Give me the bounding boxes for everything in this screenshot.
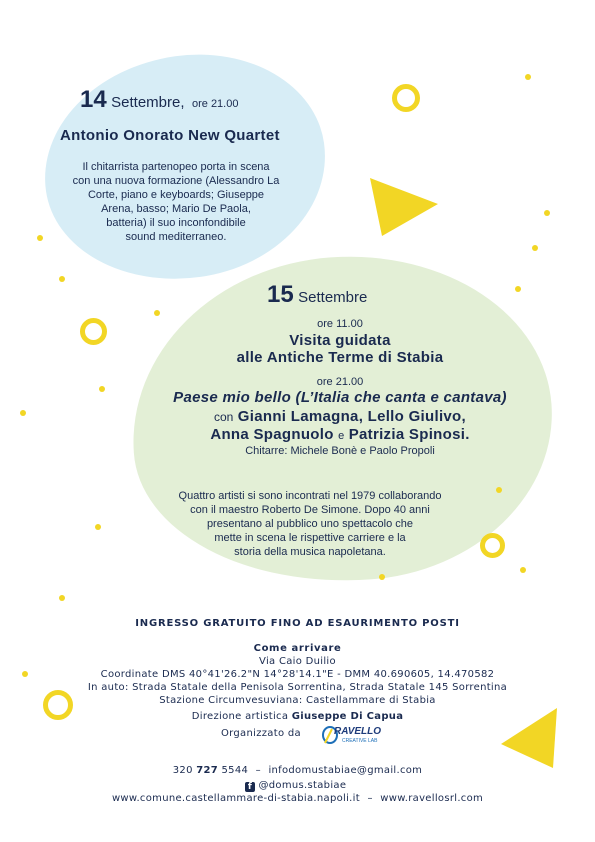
- event1-title: Antonio Onorato New Quartet: [60, 127, 280, 144]
- decorative-dot: [525, 74, 531, 80]
- event1-time: ore 21.00: [191, 98, 239, 110]
- visit-time: ore 11.00: [317, 318, 363, 330]
- decorative-dot: [532, 245, 538, 251]
- decorative-dot: [520, 567, 526, 573]
- ravello-logo-text: RAVELLO: [334, 726, 382, 737]
- separator: ,: [358, 408, 364, 425]
- decorative-dot: [59, 595, 65, 601]
- address: Via Caio Duilio: [259, 656, 336, 667]
- and-word: e: [338, 430, 345, 442]
- event2-description-line: Quattro artisti si sono incontrati nel 1979 collaborando: [178, 490, 442, 502]
- website-link[interactable]: www.comune.castellammare-di-stabia.napoli.it: [111, 793, 360, 804]
- decorative-dot: [59, 276, 65, 282]
- artist-name: Lello Giulivo: [367, 408, 462, 425]
- facebook-line: [245, 779, 346, 792]
- phone-mid: 727: [196, 765, 219, 776]
- event1-description: [56, 160, 296, 244]
- separator: –: [255, 765, 261, 776]
- show-title: Paese mio bello (L’Italia che canta e cantava): [173, 389, 507, 406]
- event2-day: 15: [267, 281, 294, 308]
- event1-month: Settembre,: [111, 94, 185, 111]
- phone-prefix: 320: [172, 765, 193, 776]
- event1-date-line: [80, 86, 238, 114]
- decorative-dot: [496, 487, 502, 493]
- directions-block: [0, 642, 595, 707]
- event1-description-line: Arena, basso; Mario De Paola,: [101, 203, 251, 215]
- event1-description-line: con una nuova formazione (Alessandro La: [72, 175, 280, 187]
- artist-name: Anna Spagnuolo: [210, 426, 334, 443]
- event2-month: Settembre: [298, 289, 368, 306]
- event1-day: 14: [80, 86, 107, 113]
- separator: .: [465, 426, 470, 443]
- by-car-directions: In auto: Strada Statale della Penisola Sorrentina, Strada Statale 145 Sorrentina: [87, 682, 508, 693]
- separator: ,: [461, 408, 466, 425]
- visit-title-line1: Visita guidata: [289, 332, 391, 349]
- event1-description-line: Il chitarrista partenopeo porta in scena: [82, 161, 270, 173]
- separator: –: [367, 793, 373, 804]
- event2-date-line: [267, 281, 367, 309]
- show-artists-line2: [140, 426, 540, 444]
- show-time: ore 21.00: [316, 376, 364, 388]
- decorative-dot: [20, 410, 26, 416]
- artistic-direction: [0, 710, 595, 723]
- event2-description: [130, 489, 490, 559]
- artistic-director-name: Giuseppe Di Capua: [291, 711, 404, 722]
- decorative-triangle: [368, 176, 440, 238]
- show-artists-line1: [140, 408, 540, 426]
- decorative-dot: [515, 286, 521, 292]
- organized-by-label: Organizzato da: [221, 728, 301, 739]
- event2-description-line: presentano al pubblico uno spettacolo che: [206, 518, 414, 530]
- with-word: con: [213, 410, 234, 424]
- event2-description-line: storia della musica napoletana.: [234, 546, 386, 558]
- train-station: Stazione Circumvesuviana: Castellammare di Stabia: [159, 695, 436, 706]
- event2-program: [140, 318, 540, 457]
- event1-description-line: batteria) il suo inconfondibile: [106, 217, 246, 229]
- email-link[interactable]: infodomustabiae@gmail.com: [268, 765, 423, 776]
- artistic-direction-label: Direzione artistica: [191, 711, 289, 722]
- ravello-logo: [318, 723, 382, 749]
- decorative-dot: [544, 210, 550, 216]
- visit-title-line2: alle Antiche Terme di Stabia: [236, 349, 444, 366]
- artist-name: Gianni Lamagna: [237, 408, 359, 425]
- event1-description-line: sound mediterraneo.: [125, 231, 227, 243]
- facebook-handle[interactable]: @domus.stabiae: [258, 780, 347, 791]
- event2-description-line: con il maestro Roberto De Simone. Dopo 40 anni: [190, 504, 430, 516]
- contacts-line: [0, 764, 595, 777]
- guitars-credit: Chitarre: Michele Bonè e Paolo Propoli: [245, 445, 435, 457]
- coordinates: Coordinate DMS 40°41'26.2"N 14°28'14.1"E - DMM 40.690605, 14.470582: [100, 669, 495, 680]
- free-entry-notice: INGRESSO GRATUITO FINO AD ESAURIMENTO POSTI: [135, 618, 460, 629]
- event2-description-line: mette in scena le rispettive carriere e la: [214, 532, 406, 544]
- decorative-dot: [379, 574, 385, 580]
- decorative-ring: [80, 318, 107, 345]
- decorative-ring: [392, 84, 420, 112]
- decorative-dot: [154, 310, 160, 316]
- facebook-icon: f: [245, 782, 255, 792]
- website-link[interactable]: www.ravellosrl.com: [380, 793, 484, 804]
- decorative-dot: [95, 524, 101, 530]
- decorative-dot: [37, 235, 43, 241]
- event1-description-line: Corte, piano e keyboards; Giuseppe: [87, 189, 265, 201]
- how-to-arrive-heading: Come arrivare: [253, 643, 342, 654]
- artist-name: Patrizia Spinosi: [348, 426, 466, 443]
- decorative-dot: [99, 386, 105, 392]
- websites-line: [0, 792, 595, 805]
- ravello-logo-subtext: CREATIVE LAB: [342, 738, 378, 744]
- phone-end: 5544: [221, 765, 249, 776]
